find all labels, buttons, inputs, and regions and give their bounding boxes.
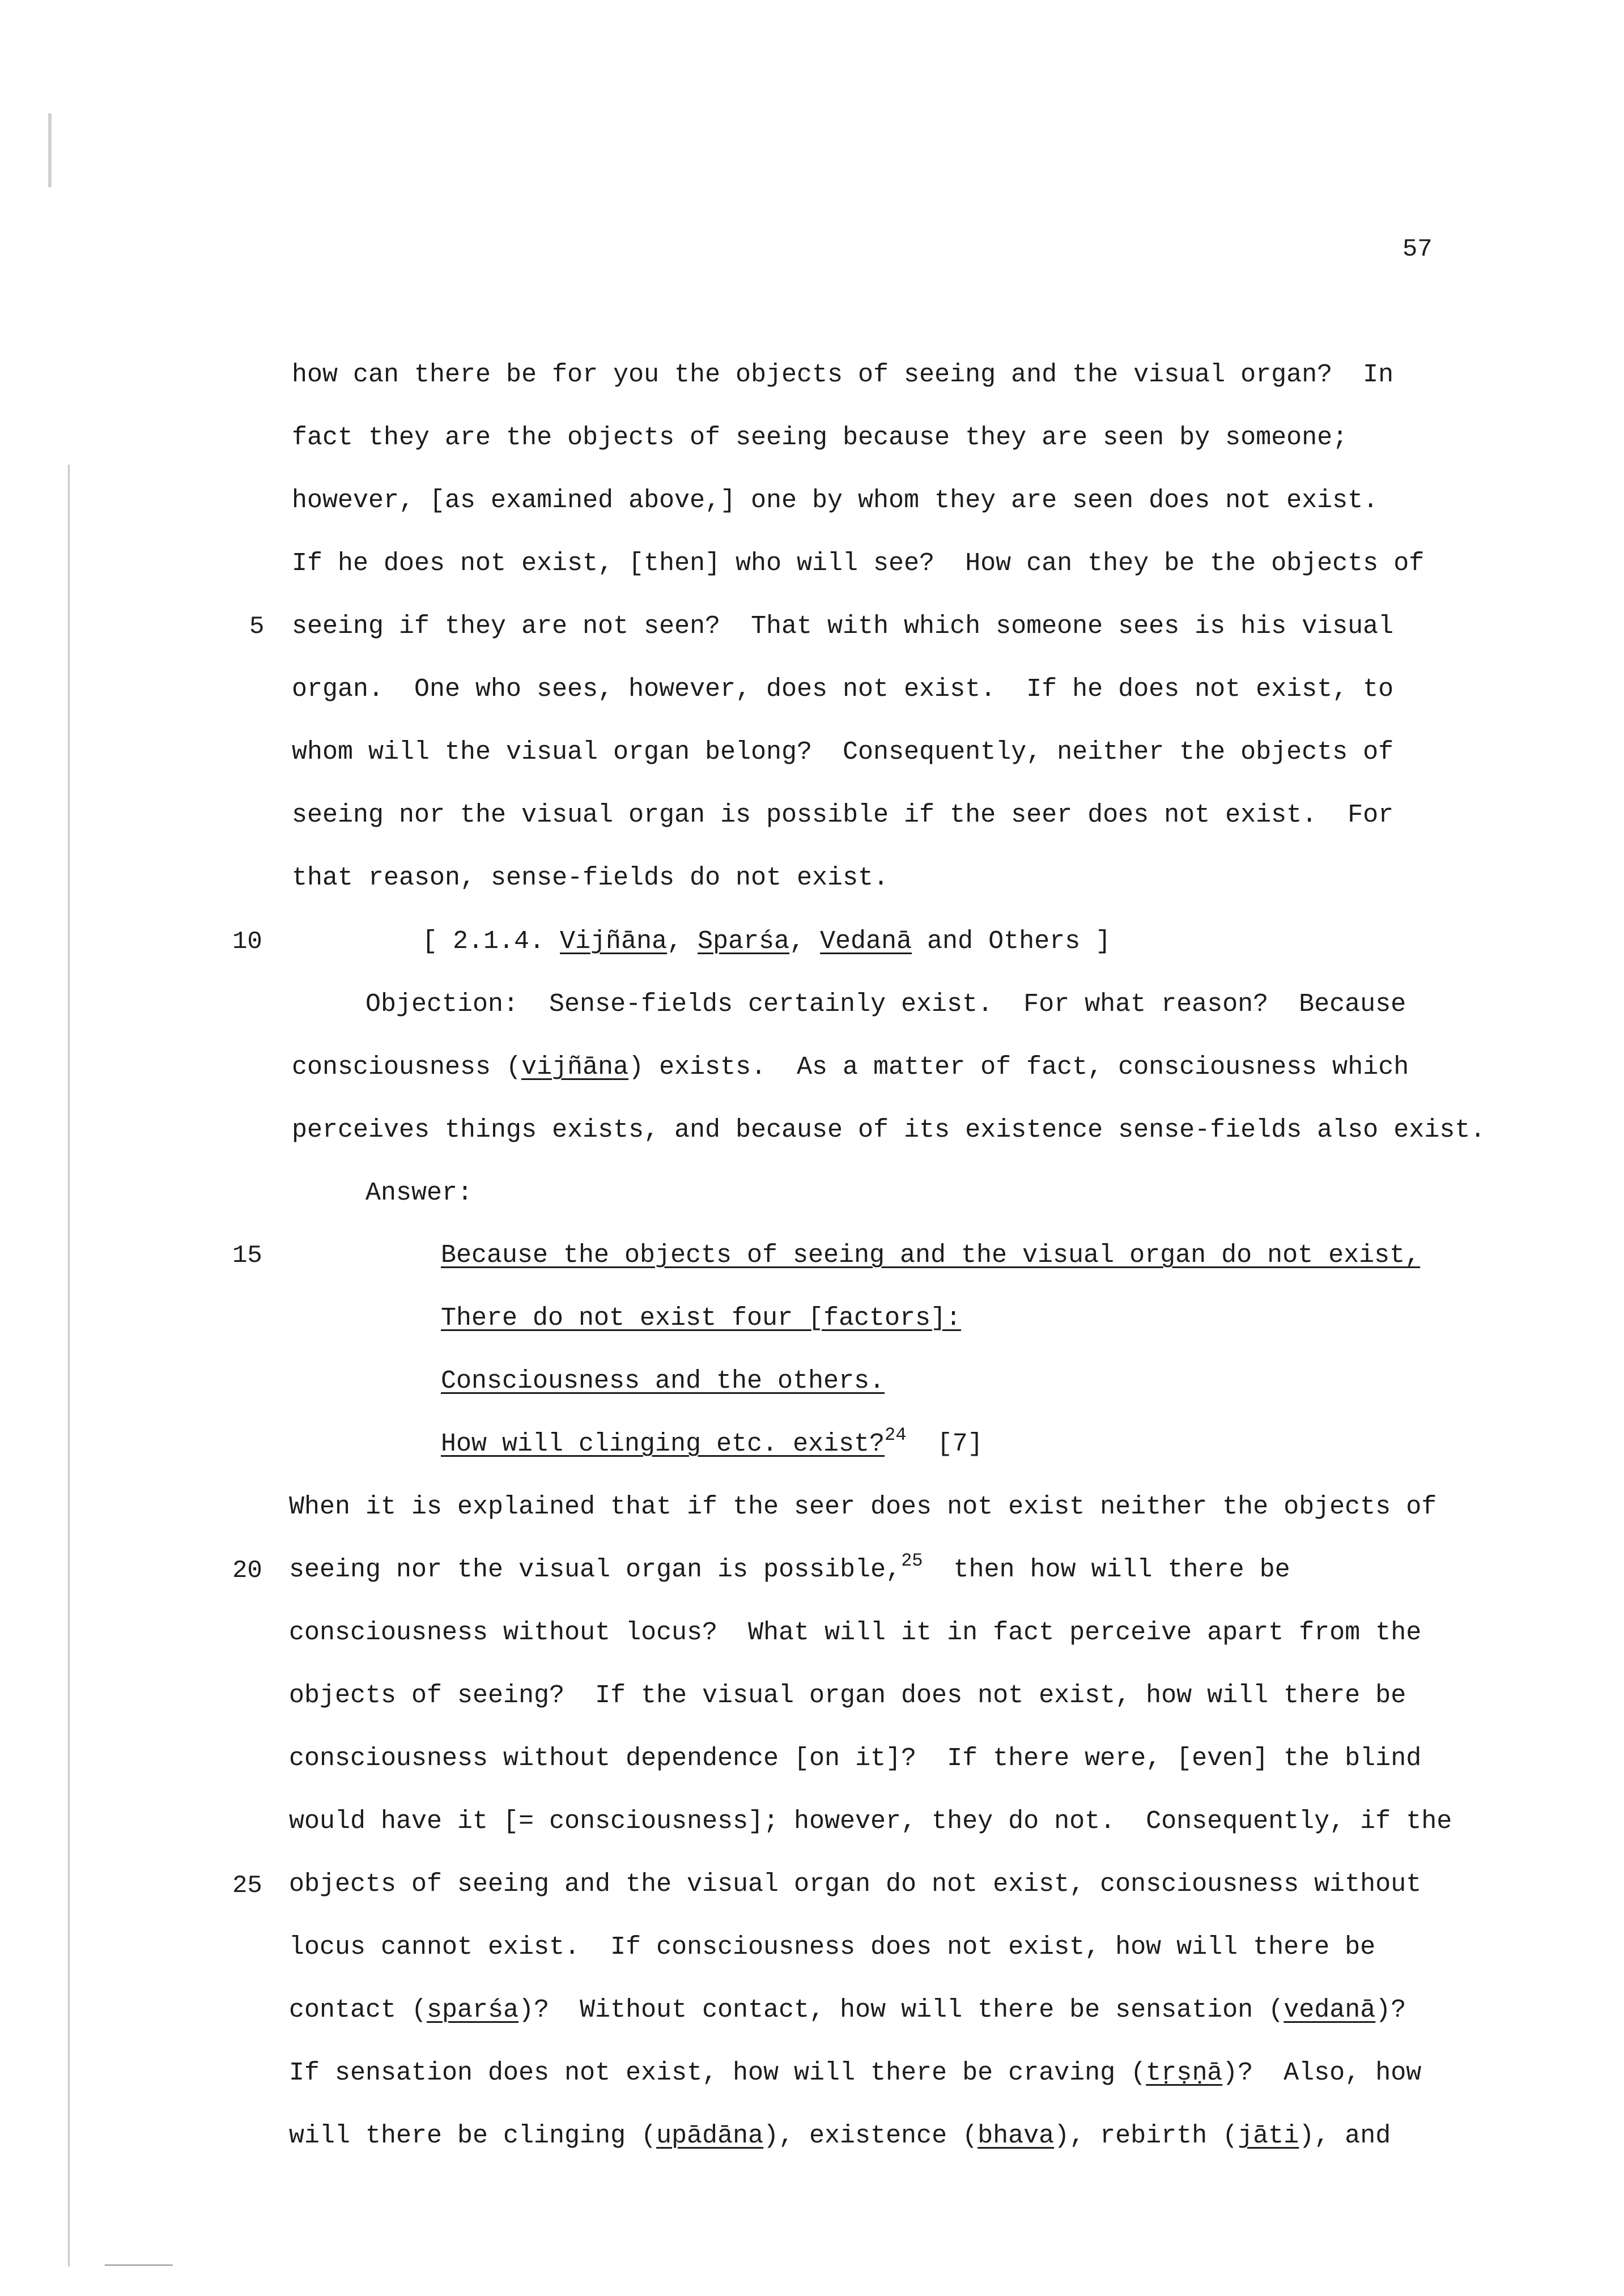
term: jāti [1238, 2121, 1299, 2150]
margin-rule [68, 465, 70, 2267]
text-line: consciousness without dependence [on it]? If there were, [even] the blind [289, 1744, 1422, 1773]
text-line: seeing if they are not seen? That with which someone sees is his visual [292, 612, 1394, 641]
text-line: whom will the visual organ belong? Consequently, neither the objects of [292, 738, 1394, 767]
verse-line: Because the objects of seeing and the visual organ do not exist, [441, 1241, 1421, 1270]
text-line: perceives things exists, and because of its existence sense-fields also exist. [292, 1116, 1486, 1145]
text-line: will there be clinging (upādāna), existence (bhava), rebirth (jāti), and [289, 2121, 1391, 2150]
footnote-ref-24: 24 [885, 1425, 907, 1445]
text-line: consciousness (vijñāna) exists. As a matter of fact, consciousness which [292, 1053, 1409, 1082]
term: vijñāna [521, 1053, 629, 1082]
text-line: organ. One who sees, however, does not exist. If he does not exist, to [292, 675, 1394, 704]
term: tṛṣṇā [1146, 2059, 1223, 2087]
term: vedanā [1283, 1996, 1376, 2025]
text-line: contact (sparśa)? Without contact, how will there be sensation (vedanā)? [289, 1996, 1406, 2025]
page-number: 57 [1402, 235, 1432, 263]
text-line: Objection: Sense-fields certainly exist. For what reason? Because [365, 990, 1406, 1019]
text-line: seeing nor the visual organ is possible if the seer does not exist. For [292, 801, 1394, 830]
answer-label: Answer: [365, 1179, 473, 1207]
text-line: however, [as examined above,] one by whom they are seen does not exist. [292, 486, 1379, 515]
term: sparśa [427, 1996, 519, 2025]
text-line: If sensation does not exist, how will there be craving (tṛṣṇā)? Also, how [289, 2059, 1422, 2087]
margin-rule-foot [105, 2264, 173, 2266]
text-line: locus cannot exist. If consciousness does not exist, how will there be [289, 1933, 1376, 1962]
line-number-20: 20 [232, 1557, 262, 1585]
term: upādāna [656, 2121, 764, 2150]
section-heading: [ 2.1.4. Vijñāna, Sparśa, Vedanā and Others ] [422, 927, 1111, 956]
line-number-25: 25 [232, 1872, 262, 1900]
text-line: objects of seeing? If the visual organ does not exist, how will there be [289, 1681, 1406, 1710]
text-line: that reason, sense-fields do not exist. [292, 864, 889, 892]
line-number-10: 10 [232, 928, 262, 956]
text-line: seeing nor the visual organ is possible,$^{25}$ then how will there be [289, 1550, 1290, 1584]
line-number-15: 15 [232, 1241, 262, 1270]
verse-line: Consciousness and the others. [441, 1367, 885, 1396]
scan-artifact [48, 113, 52, 187]
term: bhava [977, 2121, 1055, 2150]
text-line: When it is explained that if the seer does not exist neither the objects of [289, 1493, 1437, 1521]
text-line: how can there be for you the objects of seeing and the visual organ? In [292, 360, 1394, 389]
line-number-5: 5 [249, 613, 265, 641]
footnote-ref-25: 25 [901, 1550, 923, 1571]
text-line: consciousness without locus? What will it in fact perceive apart from the [289, 1618, 1422, 1647]
term-vedana: Vedanā [820, 927, 912, 956]
verse-number: [7] [937, 1430, 983, 1459]
text-line: would have it [= consciousness]; however, they do not. Consequently, if the [289, 1807, 1452, 1836]
term-vijnana: Vijñāna [560, 927, 668, 956]
verse-line: How will clinging etc. exist?$^{24}$ [7] [441, 1425, 983, 1459]
text-line: objects of seeing and the visual organ do not exist, consciousness without [289, 1870, 1422, 1899]
text-line: fact they are the objects of seeing because they are seen by someone; [292, 423, 1348, 452]
verse-line: There do not exist four [factors]: [441, 1304, 962, 1333]
text-line: If he does not exist, [then] who will see? How can they be the objects of [292, 549, 1425, 578]
term-sparsa: Sparśa [698, 927, 790, 956]
